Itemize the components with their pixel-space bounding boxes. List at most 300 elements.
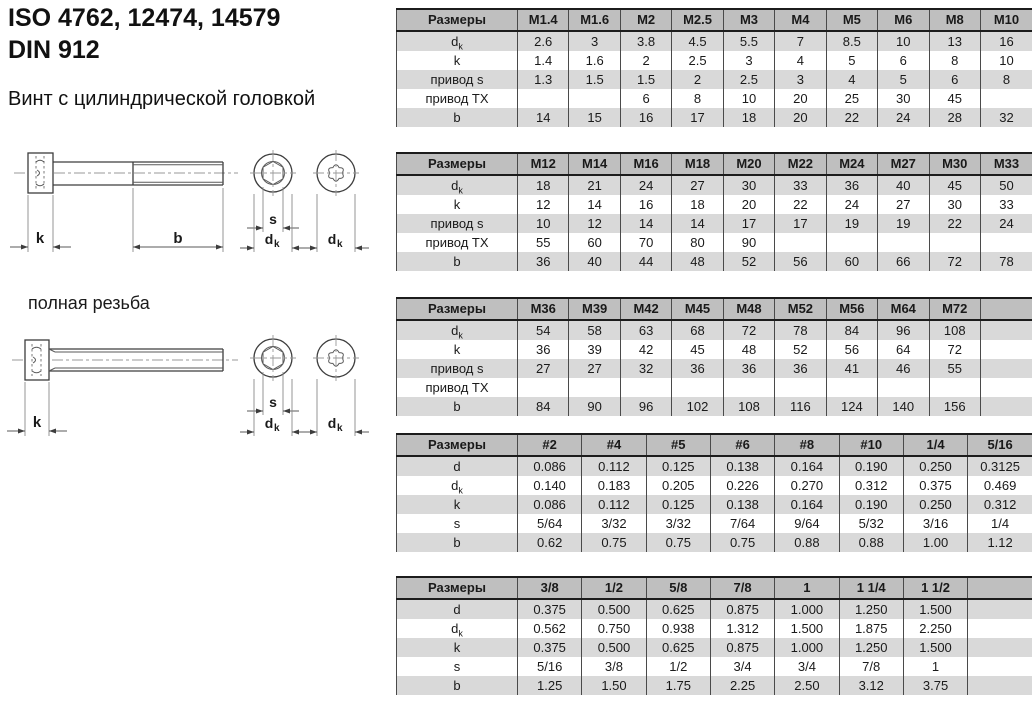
size-column-header: M3 [723, 9, 774, 31]
value-cell: 22 [929, 214, 980, 233]
value-cell: 32 [620, 359, 671, 378]
value-cell: 0.3125 [968, 456, 1032, 476]
value-cell: 3.75 [903, 676, 967, 695]
value-cell: 3 [723, 51, 774, 70]
drawing-full-thread-screw [0, 318, 392, 443]
value-cell [968, 676, 1032, 695]
row-label: привод TX [397, 233, 518, 252]
table-row [397, 252, 1033, 271]
header-row [397, 9, 1033, 31]
value-cell [968, 619, 1032, 638]
dim-label-dk-sub: k [274, 423, 280, 434]
value-cell: 0.138 [710, 456, 774, 476]
value-cell: 56 [775, 252, 826, 271]
value-cell: 5/32 [839, 514, 903, 533]
value-cell [723, 378, 774, 397]
size-column-header: M48 [723, 298, 774, 320]
size-column-header: M16 [620, 153, 671, 175]
value-cell: 2.5 [723, 70, 774, 89]
value-cell: 30 [723, 175, 774, 195]
table-row [397, 108, 1033, 127]
dim-label-b: b [173, 230, 183, 247]
value-cell: 27 [672, 175, 723, 195]
size-column-header: #8 [775, 434, 839, 456]
value-cell [826, 233, 877, 252]
table-row [397, 638, 1033, 657]
value-cell: 19 [826, 214, 877, 233]
sizes-corner-header: Размеры [397, 434, 518, 456]
table-row [397, 51, 1033, 70]
table-row [397, 214, 1033, 233]
value-cell: 1/4 [968, 514, 1032, 533]
size-column-header: M1.6 [569, 9, 620, 31]
value-cell: 0.500 [582, 638, 646, 657]
table-row [397, 657, 1033, 676]
value-cell [672, 378, 723, 397]
value-cell [620, 378, 671, 397]
value-cell: 6 [620, 89, 671, 108]
value-cell: 2 [620, 51, 671, 70]
value-cell: 55 [518, 233, 569, 252]
value-cell: 84 [826, 320, 877, 340]
table-row [397, 359, 1033, 378]
value-cell: 24 [878, 108, 929, 127]
value-cell: 22 [775, 195, 826, 214]
value-cell: 64 [878, 340, 929, 359]
value-cell: 0.183 [582, 476, 646, 495]
row-label: k [397, 195, 518, 214]
value-cell: 36 [723, 359, 774, 378]
sizes-corner-header: Размеры [397, 577, 518, 599]
value-cell: 27 [569, 359, 620, 378]
value-cell: 0.190 [839, 495, 903, 514]
value-cell: 8 [672, 89, 723, 108]
value-cell: 17 [775, 214, 826, 233]
full-thread-label: полная резьба [28, 293, 150, 313]
row-label: привод s [397, 70, 518, 89]
value-cell: 5/16 [518, 657, 582, 676]
value-cell: 1.75 [646, 676, 710, 695]
value-cell: 15 [569, 108, 620, 127]
dim-label-s: s [269, 211, 277, 227]
value-cell: 90 [723, 233, 774, 252]
row-label: s [397, 657, 518, 676]
value-cell [980, 359, 1032, 378]
value-cell [518, 378, 569, 397]
value-cell: 66 [878, 252, 929, 271]
value-cell: 55 [929, 359, 980, 378]
value-cell: 10 [878, 31, 929, 51]
size-column-header: #2 [518, 434, 582, 456]
row-label: $d_k$ [397, 619, 518, 638]
row-label: k [397, 495, 518, 514]
size-column-header: M2 [620, 9, 671, 31]
size-column-header: 3/8 [518, 577, 582, 599]
size-column-header: 1 1/2 [903, 577, 967, 599]
header-row [397, 577, 1033, 599]
size-column-header: M5 [826, 9, 877, 31]
value-cell: 7 [775, 31, 826, 51]
value-cell [826, 378, 877, 397]
value-cell: 2.25 [710, 676, 774, 695]
value-cell [569, 378, 620, 397]
size-column-header: M27 [878, 153, 929, 175]
value-cell [775, 378, 826, 397]
value-cell: 14 [620, 214, 671, 233]
size-column-header: M33 [980, 153, 1032, 175]
row-label: $d_k$ [397, 31, 518, 51]
row-label: $d_k$ [397, 175, 518, 195]
value-cell: 2 [672, 70, 723, 89]
size-column-header: #5 [646, 434, 710, 456]
row-label: b [397, 108, 518, 127]
value-cell: 3 [569, 31, 620, 51]
value-cell: 0.190 [839, 456, 903, 476]
value-cell: 24 [980, 214, 1032, 233]
dim-label-dk-torx-d: d [327, 415, 337, 431]
table-row [397, 378, 1033, 397]
value-cell: 1 [903, 657, 967, 676]
value-cell [569, 89, 620, 108]
size-column-header [980, 298, 1032, 320]
table-row [397, 233, 1033, 252]
size-column-header: 1 1/4 [839, 577, 903, 599]
size-column-header: M6 [878, 9, 929, 31]
value-cell [980, 340, 1032, 359]
size-column-header: M30 [929, 153, 980, 175]
value-cell: 44 [620, 252, 671, 271]
value-cell: 4 [775, 51, 826, 70]
value-cell: 4 [826, 70, 877, 89]
size-column-header: #6 [710, 434, 774, 456]
row-label: $d_k$ [397, 476, 518, 495]
value-cell: 80 [672, 233, 723, 252]
value-cell: 17 [672, 108, 723, 127]
size-column-header: M39 [569, 298, 620, 320]
size-column-header: M8 [929, 9, 980, 31]
size-column-header: M14 [569, 153, 620, 175]
size-column-header: #4 [582, 434, 646, 456]
value-cell: 0.312 [839, 476, 903, 495]
value-cell: 18 [723, 108, 774, 127]
value-cell: 46 [878, 359, 929, 378]
size-column-header: M10 [980, 9, 1032, 31]
table-row [397, 397, 1033, 416]
size-column-header: 1/4 [903, 434, 967, 456]
value-cell: 5.5 [723, 31, 774, 51]
value-cell: 0.62 [518, 533, 582, 552]
value-cell: 0.375 [518, 638, 582, 657]
row-label: привод TX [397, 378, 518, 397]
table-row [397, 195, 1033, 214]
value-cell: 42 [620, 340, 671, 359]
size-column-header: 1 [775, 577, 839, 599]
value-cell: 8 [980, 70, 1032, 89]
value-cell: 33 [775, 175, 826, 195]
table-row [397, 533, 1033, 552]
value-cell: 8.5 [826, 31, 877, 51]
value-cell: 50 [980, 175, 1032, 195]
value-cell: 33 [980, 195, 1032, 214]
value-cell: 3 [775, 70, 826, 89]
value-cell: 60 [826, 252, 877, 271]
size-column-header: 5/8 [646, 577, 710, 599]
dim-label-s: s [269, 394, 277, 410]
value-cell: 0.750 [582, 619, 646, 638]
value-cell: 16 [620, 108, 671, 127]
value-cell [929, 378, 980, 397]
sizes-corner-header: Размеры [397, 153, 518, 175]
value-cell: 140 [878, 397, 929, 416]
value-cell: 1.6 [569, 51, 620, 70]
size-column-header: 7/8 [710, 577, 774, 599]
value-cell: 10 [723, 89, 774, 108]
value-cell: 0.938 [646, 619, 710, 638]
screw-head [28, 153, 53, 193]
standard-din: DIN 912 [8, 36, 100, 64]
value-cell: 28 [929, 108, 980, 127]
table-row [397, 31, 1033, 51]
value-cell: 0.875 [710, 599, 774, 619]
value-cell: 58 [569, 320, 620, 340]
value-cell: 25 [826, 89, 877, 108]
header-row [397, 153, 1033, 175]
value-cell: 14 [672, 214, 723, 233]
value-cell [968, 599, 1032, 619]
value-cell: 3/32 [646, 514, 710, 533]
value-cell: 18 [672, 195, 723, 214]
value-cell: 0.270 [775, 476, 839, 495]
value-cell: 3.8 [620, 31, 671, 51]
value-cell: 0.250 [903, 495, 967, 514]
dim-label-k: k [32, 414, 42, 431]
value-cell: 1.312 [710, 619, 774, 638]
table-row [397, 70, 1033, 89]
value-cell [980, 397, 1032, 416]
value-cell: 84 [518, 397, 569, 416]
value-cell: 16 [620, 195, 671, 214]
size-column-header: M64 [878, 298, 929, 320]
value-cell: 2.250 [903, 619, 967, 638]
value-cell: 3/4 [710, 657, 774, 676]
table-row [397, 456, 1033, 476]
row-label: d [397, 599, 518, 619]
value-cell: 27 [878, 195, 929, 214]
value-cell [775, 233, 826, 252]
value-cell: 2.50 [775, 676, 839, 695]
value-cell: 39 [569, 340, 620, 359]
row-label: b [397, 252, 518, 271]
table-row [397, 599, 1033, 619]
value-cell: 0.205 [646, 476, 710, 495]
value-cell: 24 [826, 195, 877, 214]
value-cell: 96 [878, 320, 929, 340]
size-column-header: M45 [672, 298, 723, 320]
row-label: $d_k$ [397, 320, 518, 340]
value-cell [980, 378, 1032, 397]
value-cell [980, 233, 1032, 252]
table-row [397, 514, 1033, 533]
dim-label-dk-d: d [264, 231, 274, 247]
value-cell: 72 [929, 252, 980, 271]
value-cell: 0.112 [582, 495, 646, 514]
value-cell: 2.6 [518, 31, 569, 51]
value-cell: 72 [723, 320, 774, 340]
dim-label-dk-torx-d: d [327, 231, 337, 247]
value-cell: 0.140 [518, 476, 582, 495]
size-column-header: M72 [929, 298, 980, 320]
row-label: k [397, 638, 518, 657]
value-cell [980, 320, 1032, 340]
value-cell [878, 233, 929, 252]
dim-label-dk-torx-sub: k [337, 423, 343, 434]
value-cell: 156 [929, 397, 980, 416]
value-cell: 1.00 [903, 533, 967, 552]
value-cell: 24 [620, 175, 671, 195]
value-cell: 0.469 [968, 476, 1032, 495]
page-subtitle: Винт с цилиндрической головкой [8, 88, 316, 110]
value-cell: 1.3 [518, 70, 569, 89]
value-cell: 22 [826, 108, 877, 127]
size-column-header [968, 577, 1032, 599]
size-column-header: M52 [775, 298, 826, 320]
value-cell: 10 [980, 51, 1032, 70]
value-cell: 40 [569, 252, 620, 271]
value-cell: 3/16 [903, 514, 967, 533]
value-cell: 0.562 [518, 619, 582, 638]
sizes-corner-header: Размеры [397, 298, 518, 320]
table-row [397, 175, 1033, 195]
table-metric-m36-to-m72 [396, 297, 1032, 416]
row-label: привод s [397, 359, 518, 378]
value-cell: 5 [878, 70, 929, 89]
dim-label-dk-torx-sub: k [337, 239, 343, 250]
value-cell: 0.250 [903, 456, 967, 476]
table-imperial-no2-to-5-16 [396, 433, 1032, 552]
dim-label-dk-sub: k [274, 239, 280, 250]
size-column-header: M36 [518, 298, 569, 320]
standard-iso: ISO 4762, 12474, 14579 [8, 4, 281, 32]
value-cell: 3/4 [775, 657, 839, 676]
table-row [397, 340, 1033, 359]
table-row [397, 89, 1033, 108]
value-cell: 78 [980, 252, 1032, 271]
value-cell [929, 233, 980, 252]
size-column-header: M18 [672, 153, 723, 175]
value-cell: 36 [518, 252, 569, 271]
value-cell: 0.125 [646, 456, 710, 476]
value-cell: 0.625 [646, 638, 710, 657]
value-cell: 0.164 [775, 456, 839, 476]
value-cell: 1.250 [839, 599, 903, 619]
size-column-header: M20 [723, 153, 774, 175]
value-cell: 54 [518, 320, 569, 340]
size-column-header: M42 [620, 298, 671, 320]
value-cell: 27 [518, 359, 569, 378]
value-cell: 14 [518, 108, 569, 127]
value-cell: 12 [518, 195, 569, 214]
value-cell: 45 [672, 340, 723, 359]
value-cell: 124 [826, 397, 877, 416]
value-cell: 4.5 [672, 31, 723, 51]
value-cell: 78 [775, 320, 826, 340]
value-cell: 45 [929, 175, 980, 195]
table-imperial-3-8-to-1-1-2 [396, 576, 1032, 695]
value-cell: 3.12 [839, 676, 903, 695]
value-cell: 70 [620, 233, 671, 252]
size-column-header: M56 [826, 298, 877, 320]
value-cell [518, 89, 569, 108]
value-cell: 48 [672, 252, 723, 271]
value-cell: 16 [980, 31, 1032, 51]
value-cell: 40 [878, 175, 929, 195]
value-cell: 0.625 [646, 599, 710, 619]
value-cell: 0.375 [903, 476, 967, 495]
value-cell: 1.500 [903, 638, 967, 657]
value-cell: 1.250 [839, 638, 903, 657]
table-row [397, 320, 1033, 340]
screw-shank [53, 162, 223, 185]
value-cell: 20 [775, 89, 826, 108]
value-cell: 1.500 [903, 599, 967, 619]
row-label: привод s [397, 214, 518, 233]
row-label: d [397, 456, 518, 476]
value-cell: 108 [929, 320, 980, 340]
value-cell: 68 [672, 320, 723, 340]
value-cell: 12 [569, 214, 620, 233]
value-cell: 3/8 [582, 657, 646, 676]
sizes-corner-header: Размеры [397, 9, 518, 31]
screw-head [25, 340, 49, 380]
value-cell: 1.000 [775, 599, 839, 619]
value-cell: 36 [518, 340, 569, 359]
value-cell: 0.88 [775, 533, 839, 552]
value-cell: 30 [878, 89, 929, 108]
value-cell: 0.112 [582, 456, 646, 476]
value-cell: 36 [775, 359, 826, 378]
size-column-header: M24 [826, 153, 877, 175]
drawing-partial-thread-screw [0, 140, 392, 270]
size-column-header: M1.4 [518, 9, 569, 31]
value-cell: 7/64 [710, 514, 774, 533]
value-cell: 0.500 [582, 599, 646, 619]
value-cell: 9/64 [775, 514, 839, 533]
value-cell: 18 [518, 175, 569, 195]
value-cell: 20 [775, 108, 826, 127]
value-cell: 1.12 [968, 533, 1032, 552]
value-cell: 0.138 [710, 495, 774, 514]
value-cell: 0.086 [518, 495, 582, 514]
value-cell: 1.875 [839, 619, 903, 638]
value-cell: 0.164 [775, 495, 839, 514]
dim-label-k: k [35, 230, 45, 247]
size-column-header: #10 [839, 434, 903, 456]
size-column-header: M2.5 [672, 9, 723, 31]
value-cell: 60 [569, 233, 620, 252]
value-cell: 8 [929, 51, 980, 70]
value-cell: 52 [775, 340, 826, 359]
value-cell: 20 [723, 195, 774, 214]
value-cell: 21 [569, 175, 620, 195]
value-cell: 116 [775, 397, 826, 416]
value-cell: 56 [826, 340, 877, 359]
value-cell: 1.5 [569, 70, 620, 89]
value-cell: 72 [929, 340, 980, 359]
value-cell: 0.75 [710, 533, 774, 552]
size-column-header: 5/16 [968, 434, 1032, 456]
value-cell: 48 [723, 340, 774, 359]
value-cell: 102 [672, 397, 723, 416]
